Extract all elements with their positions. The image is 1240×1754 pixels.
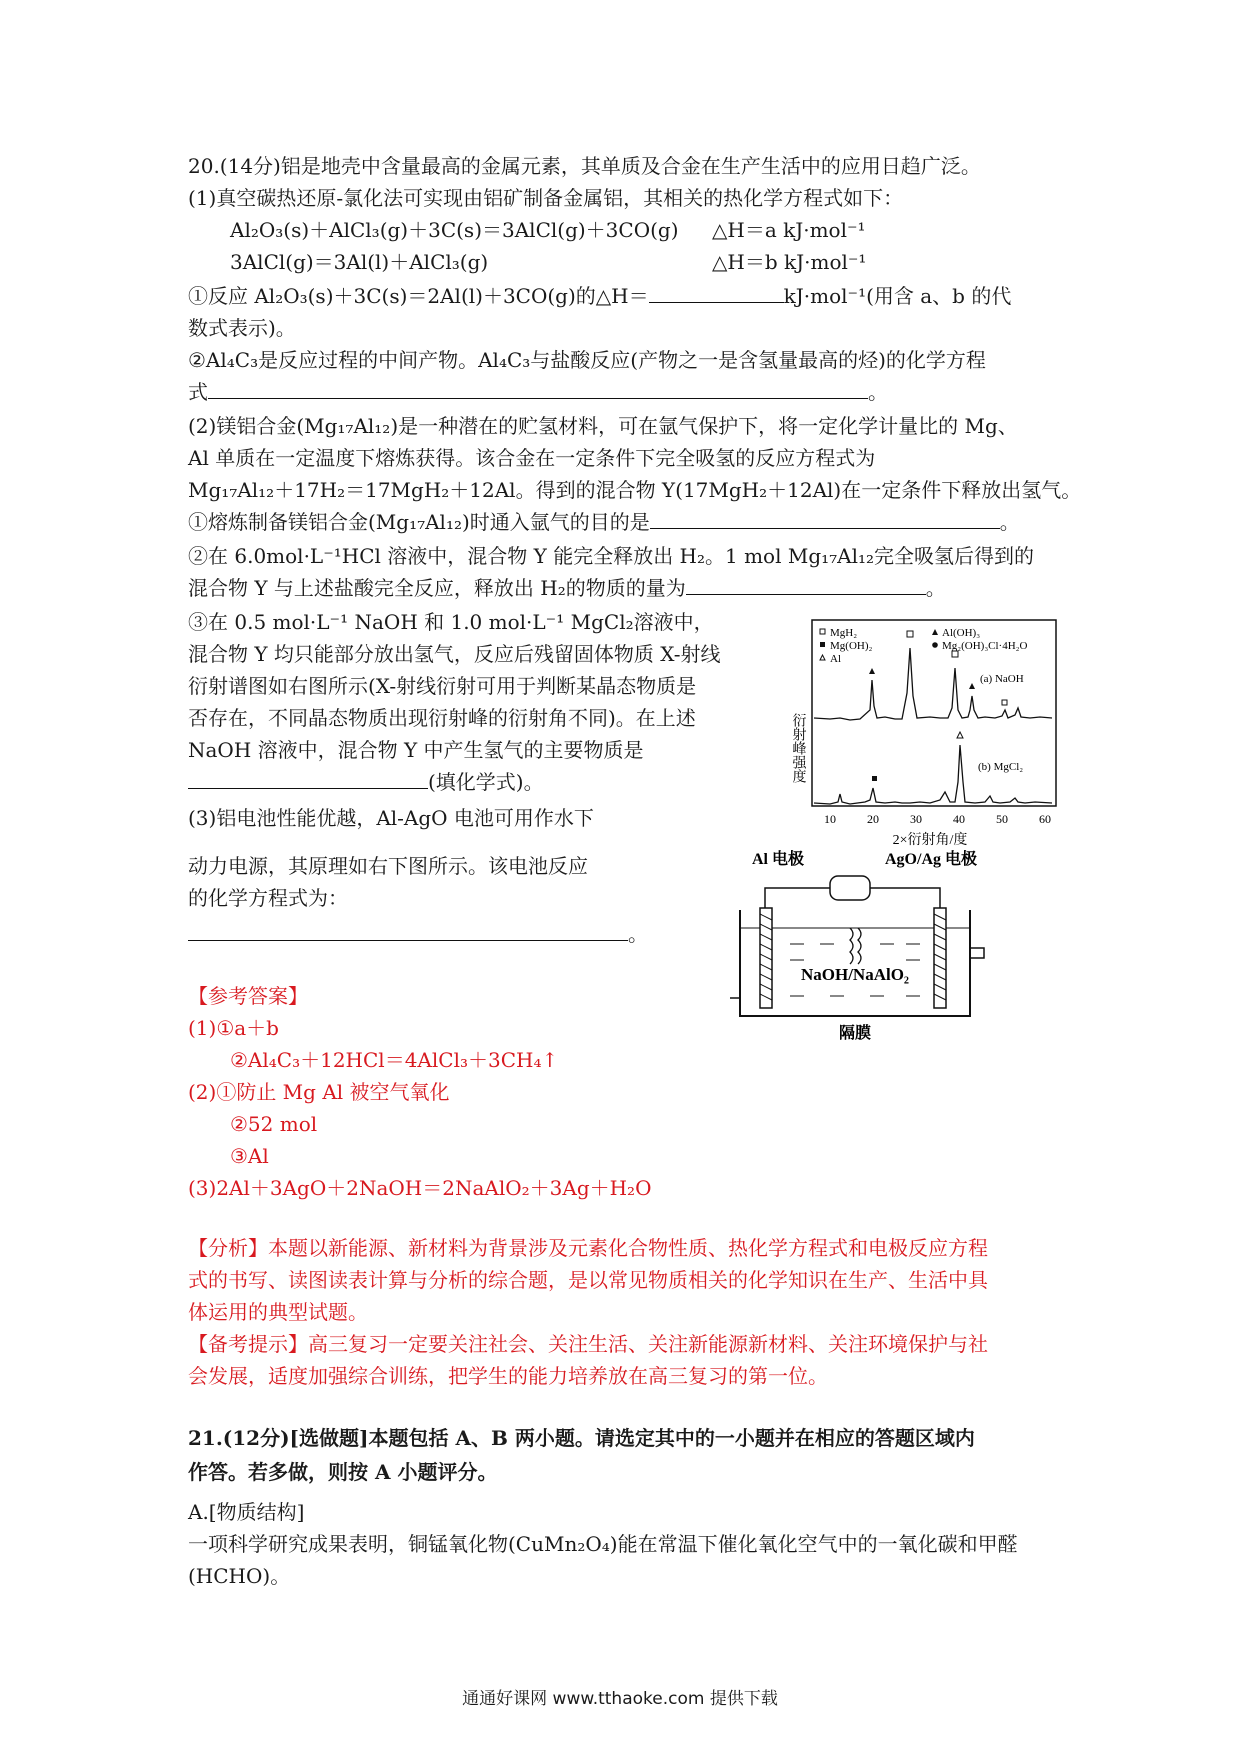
ago-electrode — [934, 908, 946, 1008]
q1b-blank-line — [188, 376, 888, 408]
curve-b-label: (b) MgCl₂ — [978, 761, 1024, 773]
q1b-prefix: 式 — [188, 380, 208, 404]
answer-title: 【参考答案】 — [188, 984, 308, 1008]
ago-electrode-label: AgO/Ag 电极 — [885, 851, 978, 868]
q2c-line4: 否存在，不同晶态物质出现衍射峰的衍射角不同)。在上述 — [188, 706, 696, 730]
equation-2-enthalpy: △H＝b kJ·mol⁻¹ — [712, 250, 867, 274]
x-axis — [824, 812, 1051, 826]
x-tick-label: 60 — [1039, 812, 1051, 826]
x-tick-label: 30 — [910, 812, 922, 826]
peak-marker-square-icon — [1002, 700, 1007, 705]
answer-blank[interactable] — [188, 920, 628, 941]
equation-1-enthalpy: △H＝a kJ·mol⁻¹ — [712, 218, 866, 242]
legend-triangle-open-icon — [820, 655, 825, 660]
battery-cell-diagram — [720, 848, 1000, 1048]
tip-line2: 会发展，适度加强综合训练，把学生的能力培养放在高三复习的第一位。 — [188, 1364, 828, 1388]
q2c-line5: NaOH 溶液中，混合物 Y 中产生氢气的主要物质是 — [188, 738, 644, 762]
period: 。 — [868, 380, 888, 404]
analysis-tag: 【分析】 — [188, 1236, 268, 1260]
q21-heading-line2: 作答。若多做，则按 A 小题评分。 — [188, 1460, 498, 1484]
legend-triangle-filled-icon — [932, 629, 938, 635]
answer-2: ②Al₄C₃＋12HCl＝4AlCl₃＋3CH₄↑ — [230, 1048, 559, 1072]
answer-3: (2)①防止 Mg Al 被空气氧化 — [188, 1080, 450, 1104]
peak-marker-triangle-icon — [957, 732, 963, 738]
q1b-line: ②Al₄C₃是反应过程的中间产物。Al₄C₃与盐酸反应(产物之一是含氢量最高的烃)的化学方程 — [188, 348, 986, 372]
q21-part-a-title: A.[物质结构] — [188, 1500, 305, 1524]
membrane — [850, 928, 853, 964]
q20-part2-line2: Al 单质在一定温度下熔炼获得。该合金在一定条件下完全吸氢的反应方程式为 — [188, 446, 876, 470]
tip-line1 — [188, 1328, 988, 1360]
q20-part1-intro: (1)真空碳热还原-氯化法可实现由铝矿制备金属铝，其相关的热化学方程式如下： — [188, 186, 904, 210]
answer-6: (3)2Al＋3AgO＋2NaOH＝2NaAlO₂＋3Ag＋H₂O — [188, 1176, 652, 1200]
answer-blank[interactable] — [208, 378, 868, 399]
membrane-label: 隔膜 — [838, 1025, 872, 1042]
q21-paragraph-line2: (HCHO)。 — [188, 1564, 291, 1588]
x-tick-label: 20 — [867, 812, 879, 826]
peak-marker-triangle-icon — [869, 668, 875, 674]
q2c-line2: 混合物 Y 均只能部分放出氢气，反应后残留固体物质 X-射线 — [188, 642, 721, 666]
q2a-text: ①熔炼制备镁铝合金(Mg₁₇Al₁₂)时通入氩气的目的是 — [188, 510, 650, 534]
q21-heading-line1: 21.(12分)[选做题]本题包括 A、B 两小题。请选定其中的一小题并在相应的答题区域内 — [188, 1426, 975, 1450]
x-tick-label: 10 — [824, 812, 836, 826]
analysis-text: 本题以新能源、新材料为背景涉及元素化合物性质、热化学方程式和电极反应方程 — [268, 1236, 988, 1260]
x-axis-label: 2×衍射角/度 — [892, 833, 968, 848]
legend-mgh2: MgH₂ — [830, 627, 858, 639]
legend-circle-filled-icon — [932, 642, 938, 648]
answer-blank[interactable] — [686, 574, 926, 595]
period: 。 — [628, 922, 648, 946]
wire-right — [870, 888, 940, 908]
membrane — [858, 928, 861, 964]
al-electrode-label: Al 电极 — [752, 851, 805, 868]
period: 。 — [999, 510, 1020, 534]
legend-al: Al — [830, 653, 841, 665]
q1a-suffix: kJ·mol⁻¹(用含 a、b 的代 — [783, 284, 1012, 308]
wire-left — [765, 888, 830, 908]
analysis-line1 — [188, 1232, 988, 1264]
load-motor-icon — [830, 876, 870, 900]
x-tick-label: 50 — [996, 812, 1008, 826]
legend-square-open-icon — [820, 629, 825, 634]
y-axis-label: 衍射峰强度 — [790, 713, 806, 783]
equation-1: Al₂O₃(s)＋AlCl₃(g)＋3C(s)＝3AlCl(g)＋3CO(g) — [230, 218, 679, 242]
xrd-spectrum-figure — [780, 618, 1060, 848]
answer-4: ②52 mol — [230, 1112, 318, 1136]
q1a-prefix: ①反应 Al₂O₃(s)＋3C(s)＝2Al(l)＋3CO(g)的△H＝ — [188, 284, 649, 308]
equation-2: 3AlCl(g)＝3Al(l)＋AlCl₃(g) — [230, 250, 489, 274]
q2b-text: 混合物 Y 与上述盐酸完全反应，释放出 H₂的物质的量为 — [188, 576, 686, 600]
q2c-suffix: (填化学式)。 — [428, 770, 544, 794]
q2a-line — [188, 506, 1020, 538]
q2b-line1: ②在 6.0mol·L⁻¹HCl 溶液中，混合物 Y 能完全释放出 H₂。1 mol Mg₁₇Al₁₂完全吸氢后得到的 — [188, 544, 1035, 568]
peak-marker-triangle-icon — [969, 683, 975, 689]
outlet-pipe — [970, 948, 984, 958]
peak-marker-square-icon — [872, 776, 877, 781]
answer-blank[interactable] — [650, 508, 1000, 529]
peak-marker-square-icon — [907, 631, 913, 637]
answer-blank[interactable] — [649, 282, 784, 303]
period: 。 — [925, 576, 946, 600]
spectrum-curve-b — [814, 745, 1052, 804]
analysis-line3: 体运用的典型试题。 — [188, 1300, 368, 1324]
answer-blank[interactable] — [188, 768, 428, 789]
q20-part3-line3: 的化学方程式为： — [188, 886, 348, 910]
tip-text: 高三复习一定要关注社会、关注生活、关注新能源新材料、关注环境保护与社 — [308, 1332, 988, 1356]
q20-part2-line1: (2)镁铝合金(Mg₁₇Al₁₂)是一种潜在的贮氢材料，可在氩气保护下，将一定化学计量比的 Mg、 — [188, 414, 1018, 438]
x-tick-label: 40 — [953, 812, 965, 826]
q20-heading: 20.(14分)铝是地壳中含量最高的金属元素，其单质及合金在生产生活中的应用日趋广泛。 — [188, 154, 981, 178]
legend-aloh3: Al(OH)₃ — [942, 627, 981, 639]
legend-square-filled-icon — [820, 642, 825, 647]
q20-part2-line3: Mg₁₇Al₁₂＋17H₂＝17MgH₂＋12Al。得到的混合物 Y(17MgH₂＋12Al)在一定条件下释放出氢气。 — [188, 478, 1082, 502]
footer-text: 通通好课网 www.tthaoke.com 提供下载 — [462, 1689, 778, 1709]
legend-mg2oh3cl: Mg₂(OH)₃Cl·4H₂O — [942, 640, 1028, 652]
q20-part3-line1: (3)铝电池性能优越，Al-AgO 电池可用作水下 — [188, 806, 594, 830]
legend-mgoh2: Mg(OH)₂ — [830, 640, 873, 652]
curve-a-label: (a) NaOH — [980, 673, 1024, 685]
q3-blank-line — [188, 918, 648, 950]
al-electrode — [760, 908, 772, 1008]
electrolyte-label: NaOH/NaAlO₂ — [800, 965, 910, 984]
q2b-line2 — [188, 572, 946, 604]
answer-5: ③Al — [230, 1144, 269, 1168]
q2c-line1: ③在 0.5 mol·L⁻¹ NaOH 和 1.0 mol·L⁻¹ MgCl₂溶液中， — [188, 610, 714, 634]
q2c-line3: 衍射谱图如右图所示(X-射线衍射可用于判断某晶态物质是 — [188, 674, 697, 698]
tip-tag: 【备考提示】 — [188, 1332, 308, 1356]
q1a-continued: 数式表示)。 — [188, 316, 296, 340]
q20-part3-line2: 动力电源，其原理如右下图所示。该电池反应 — [188, 854, 588, 878]
analysis-line2: 式的书写、读图读表计算与分析的综合题，是以常见物质相关的化学知识在生产、生活中具 — [188, 1268, 988, 1292]
q2c-line6 — [188, 766, 544, 798]
answer-1: (1)①a＋b — [188, 1016, 279, 1040]
q21-paragraph-line1: 一项科学研究成果表明，铜锰氧化物(CuMn₂O₄)能在常温下催化氧化空气中的一氧化碳和甲醛 — [188, 1532, 1018, 1556]
q1a-line — [188, 280, 1011, 312]
